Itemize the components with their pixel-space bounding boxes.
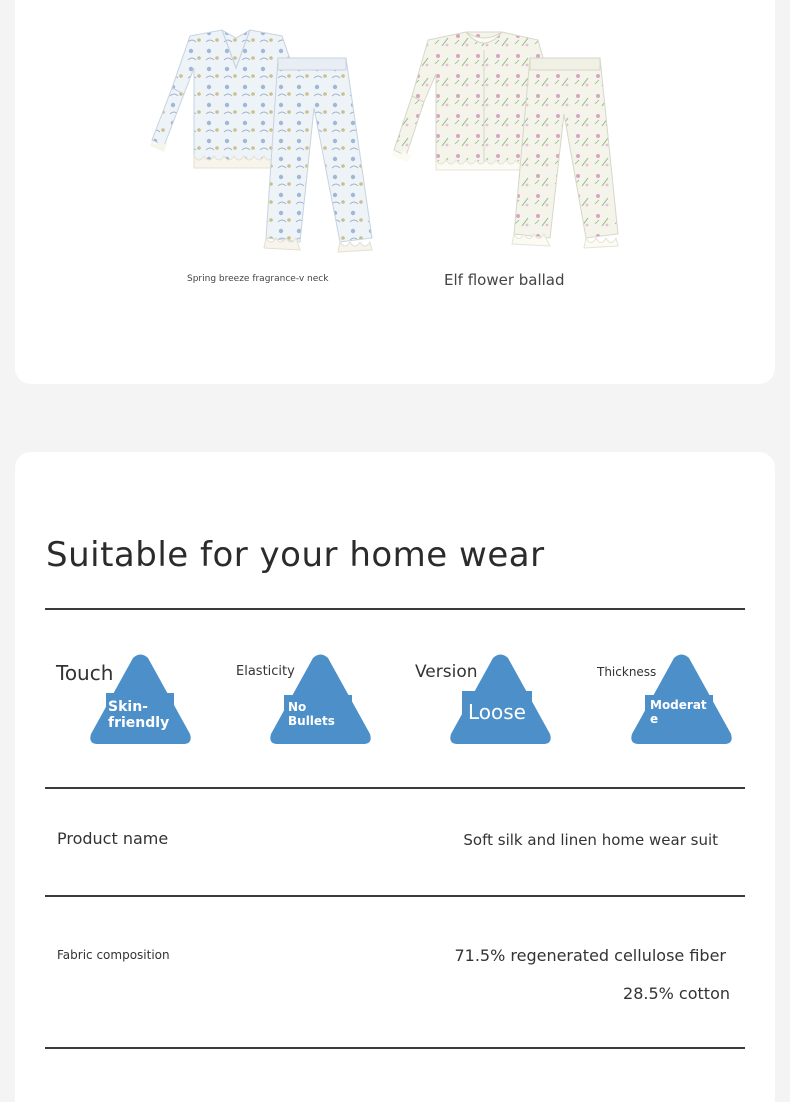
product-image-v-neck[interactable]	[150, 28, 380, 253]
feature-elasticity	[236, 650, 396, 750]
divider	[45, 608, 745, 610]
fabric-value-primary: 71.5% regenerated cellulose fiber	[454, 946, 726, 965]
product-image-elf-flower[interactable]	[392, 30, 624, 252]
feature-label: Elasticity	[236, 664, 295, 679]
pajama-v-neck-illustration	[150, 28, 380, 253]
product-name-label: Product name	[57, 829, 169, 848]
feature-label: Thickness	[597, 665, 657, 679]
feature-label: Version	[415, 662, 478, 682]
feature-value: Loose	[462, 691, 532, 731]
feature-value: No Bullets	[284, 695, 352, 735]
feature-value: Moderat e	[645, 695, 713, 735]
feature-thickness	[597, 650, 757, 750]
product-name-label-1[interactable]: Spring breeze fragrance-v neck	[187, 274, 329, 284]
product-name-label-2[interactable]: Elf flower ballad	[444, 271, 565, 289]
feature-version	[415, 650, 575, 750]
feature-touch	[56, 650, 216, 750]
feature-label: Touch	[56, 661, 114, 685]
fabric-value-secondary: 28.5% cotton	[623, 984, 730, 1003]
section-headline: Suitable for your home wear	[46, 534, 545, 575]
fabric-composition-label: Fabric composition	[57, 948, 170, 962]
divider	[45, 1047, 745, 1049]
divider	[45, 787, 745, 789]
divider	[45, 895, 745, 897]
product-name-value: Soft silk and linen home wear suit	[463, 831, 718, 849]
feature-value: Skin- friendly	[106, 693, 174, 735]
pajama-elf-flower-illustration	[392, 30, 624, 252]
